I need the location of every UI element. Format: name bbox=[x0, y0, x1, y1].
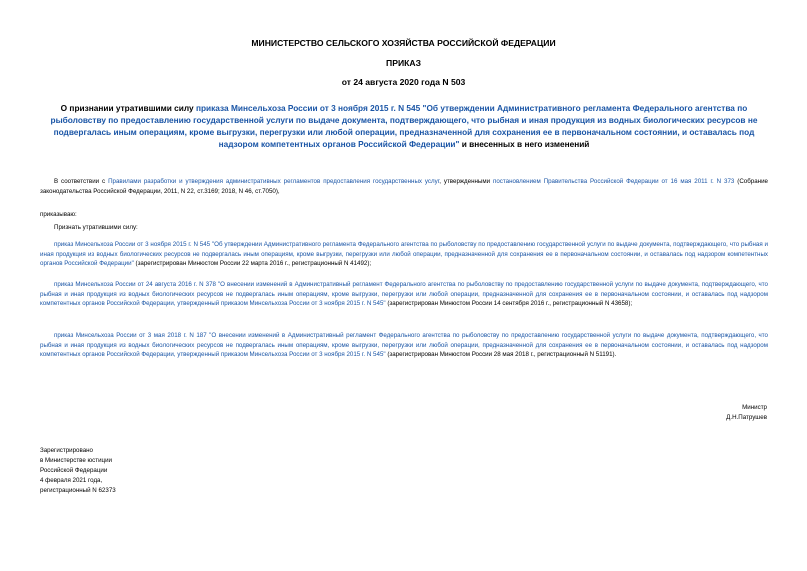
repealed-order-link-1[interactable]: приказ Минсельхоза России от 3 ноября 2015 г. N 545 "Об утверждении Административного регламента Федерального агентства по рыболовству по предоставлению государственной услуги по выдаче документа, подтверждающего, что рыбная и иная продукция из водных биологических ресурсов не подвергалась иным операциям, кроме выгрузки, перегрузки или любой операции, предназначенной для сохранения ее в первоначальном состоянии, и оставалась под надзором компетентных органов Российской Федерации" bbox=[40, 241, 768, 268]
repealed-item-text-1: (зарегистрирован Минюстом России 22 марта 2016 г., регистрационный N 41492); bbox=[133, 260, 372, 268]
doc-date-number: от 24 августа 2020 года N 503 bbox=[341, 77, 466, 87]
title-order-link[interactable]: приказа Минсельхоза России от 3 ноября 2015 г. N 545 "Об утверждении Административного регламента Федерального агентства по рыболовству по предоставлению государственной услуги по выдаче документа, подтверждающего, что рыбная и иная продукция из водных биологических ресурсов не подвергалась иным операциям, кроме выгрузки, перегрузки или любой операции, предназначенной для сохранения ее в первоначальном состоянии, и оставалась под надзором компетентных органов Российской Федерации" bbox=[50, 103, 758, 149]
order-prikazyvayu: приказываю: bbox=[40, 211, 77, 218]
registration-line-2: в Министерстве юстиции bbox=[40, 457, 113, 464]
repealed-item-1 bbox=[40, 240, 768, 269]
repealed-item-text-3: (зарегистрирован Минюстом России 28 мая 2018 г., регистрационный N 51191). bbox=[385, 351, 617, 359]
registration-line-5: регистрационный N 62373 bbox=[40, 487, 116, 494]
repealed-order-link-3[interactable]: приказ Минсельхоза России от 3 мая 2018 г. N 187 "О внесении изменений в Административный регламент Федерального агентства по рыболовству по предоставлению государственной услуги по выдаче документа, подтверждающего, что рыбная и иная продукция из водных биологических ресурсов не подвергалась иным операциям, кроме выгрузки, перегрузки или любой операции, предназначенной для сохранения ее в первоначальном состоянии, и оставалась под надзором компетентных органов Российской Федерации, утвержденный приказом Минсельхоза России от 3 ноября 2015 г. N 545" bbox=[40, 332, 768, 359]
preamble-text-2: , утвержденными bbox=[439, 178, 494, 185]
repealed-item-3 bbox=[40, 331, 768, 360]
preamble-text-3: (Собрание законодательства Российской Федерации, 2011, N 22, ст.3169; 2018, N 46, ст.7050), bbox=[40, 178, 768, 195]
title-prefix: О признании утратившими силу bbox=[60, 103, 196, 113]
repealed-item-2 bbox=[40, 280, 768, 309]
ministry-heading: МИНИСТЕРСТВО СЕЛЬСКОГО ХОЗЯЙСТВА РОССИЙСКОЙ ФЕДЕРАЦИИ bbox=[251, 38, 556, 48]
doc-title bbox=[40, 102, 768, 150]
registration-line-4: 4 февраля 2021 года, bbox=[40, 477, 103, 484]
repealed-order-link-2[interactable]: приказ Минсельхоза России от 24 августа 2016 г. N 378 "О внесении изменений в Административный регламент Федерального агентства по рыболовству по предоставлению государственной услуги по выдаче документа, подтверждающего, что рыбная и иная продукция из водных биологических ресурсов не подвергалась иным операциям, кроме выгрузки, перегрузки или любой операции, предназначенной для сохранения ее в первоначальном состоянии, и оставалась под надзором компетентных органов Российской Федерации, утвержденный приказом Минсельхоза России от 3 ноября 2015 г. N 545" bbox=[40, 281, 768, 308]
title-suffix: и внесенных в него изменений bbox=[459, 139, 590, 149]
registration-line-1: Зарегистрировано bbox=[40, 447, 93, 454]
preamble-text-1: В соответствии с bbox=[54, 178, 109, 185]
doc-type-heading: ПРИКАЗ bbox=[386, 58, 421, 68]
order-priznat: Признать утратившими силу: bbox=[54, 224, 138, 231]
signature-position: Министр bbox=[742, 404, 767, 411]
rules-link[interactable]: Правилами разработки и утверждения административных регламентов предоставления государственных услуг bbox=[108, 178, 440, 185]
registration-line-3: Российской Федерации bbox=[40, 467, 108, 474]
signature-name: Д.Н.Патрушев bbox=[726, 414, 767, 421]
government-decree-link[interactable]: постановлением Правительства Российской Федерации от 16 мая 2011 г. N 373 bbox=[493, 178, 735, 185]
repealed-item-text-2: (зарегистрирован Минюстом России 14 сентября 2016 г., регистрационный N 43658); bbox=[385, 300, 633, 308]
preamble-paragraph bbox=[40, 177, 768, 196]
